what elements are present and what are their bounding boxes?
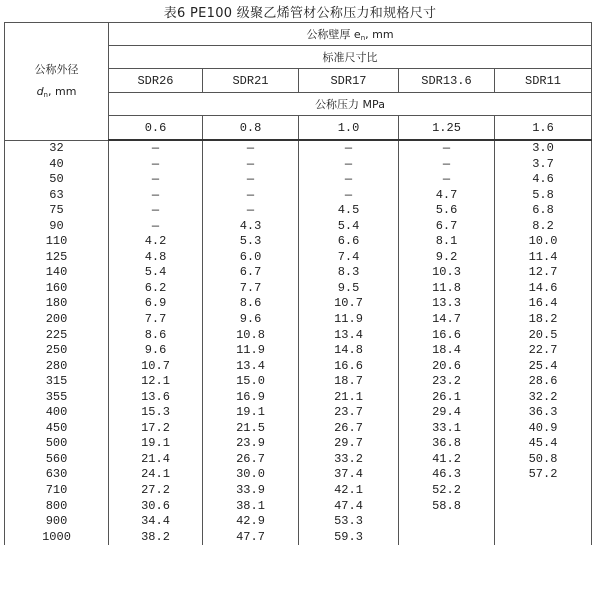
thickness-cell: 57.2 [495,467,592,483]
thickness-cell: 17.2 [109,421,203,437]
thickness-cell: 4.6 [495,172,592,188]
dn-cell: 400 [5,405,109,421]
sdr-col: SDR21 [203,69,299,93]
table-title: 表6 PE100 级聚乙烯管材公称压力和规格尺寸 [163,6,437,21]
dn-cell: 63 [5,188,109,204]
dn-cell: 180 [5,296,109,312]
dn-cell: 50 [5,172,109,188]
table-row [5,483,592,499]
thickness-cell: 10.7 [109,359,203,375]
table-row [5,281,592,297]
thickness-cell: 38.1 [203,499,299,515]
thickness-cell: — [203,172,299,188]
thickness-cell: — [299,157,399,173]
thickness-cell: 11.9 [299,312,399,328]
table-row [5,140,592,157]
header-pressure-group: 公称压力 MPa [109,93,592,116]
thickness-cell: 16.9 [203,390,299,406]
thickness-cell: 9.6 [203,312,299,328]
thickness-cell: 37.4 [299,467,399,483]
thickness-cell: 38.2 [109,530,203,546]
thickness-cell: 10.0 [495,234,592,250]
thickness-cell: — [203,188,299,204]
thickness-cell: 6.8 [495,203,592,219]
thickness-cell: 46.3 [399,467,495,483]
table-row [5,296,592,312]
table-row [5,390,592,406]
thickness-cell: 47.4 [299,499,399,515]
thickness-cell: 16.6 [299,359,399,375]
thickness-cell: 21.1 [299,390,399,406]
thickness-cell: 3.7 [495,157,592,173]
pressure-col: 1.0 [299,116,399,141]
table-row [5,343,592,359]
thickness-cell: 24.1 [109,467,203,483]
thickness-cell: 40.9 [495,421,592,437]
dn-cell: 280 [5,359,109,375]
dn-cell: 140 [5,265,109,281]
thickness-cell: 20.6 [399,359,495,375]
dn-cell: 355 [5,390,109,406]
thickness-cell: 10.8 [203,328,299,344]
table-row [5,265,592,281]
thickness-cell: 6.7 [203,265,299,281]
thickness-cell: 14.7 [399,312,495,328]
thickness-cell: — [399,172,495,188]
thickness-cell: 3.0 [495,140,592,157]
table-row [5,203,592,219]
dn-cell: 450 [5,421,109,437]
thickness-cell: 11.8 [399,281,495,297]
table-row [5,359,592,375]
table-body [5,140,592,545]
thickness-cell: 15.0 [203,374,299,390]
dn-cell: 40 [5,157,109,173]
table-row [5,312,592,328]
dn-cell: 560 [5,452,109,468]
thickness-cell: 9.6 [109,343,203,359]
thickness-cell: 11.9 [203,343,299,359]
thickness-cell: 8.3 [299,265,399,281]
table-row [5,172,592,188]
thickness-cell: 23.2 [399,374,495,390]
thickness-cell: — [109,172,203,188]
table-row [5,421,592,437]
thickness-cell: 26.1 [399,390,495,406]
thickness-cell: — [109,140,203,157]
thickness-cell: 58.8 [399,499,495,515]
thickness-cell: 15.3 [109,405,203,421]
thickness-cell: 36.8 [399,436,495,452]
thickness-cell [495,483,592,499]
thickness-cell: 26.7 [299,421,399,437]
thickness-cell [399,514,495,530]
thickness-cell: 4.7 [399,188,495,204]
thickness-cell: 42.1 [299,483,399,499]
dn-cell: 125 [5,250,109,266]
thickness-cell: 7.7 [203,281,299,297]
thickness-cell: 12.7 [495,265,592,281]
thickness-cell: 13.6 [109,390,203,406]
thickness-cell: 30.6 [109,499,203,515]
thickness-cell: 32.2 [495,390,592,406]
dn-cell: 710 [5,483,109,499]
thickness-cell: 6.9 [109,296,203,312]
thickness-cell: 33.2 [299,452,399,468]
table-header [5,23,592,141]
thickness-cell: 6.6 [299,234,399,250]
thickness-cell: 27.2 [109,483,203,499]
thickness-cell: 42.9 [203,514,299,530]
thickness-cell: 25.4 [495,359,592,375]
pipe-spec-table [4,22,592,545]
dn-cell: 315 [5,374,109,390]
thickness-cell: 47.7 [203,530,299,546]
thickness-cell: 12.1 [109,374,203,390]
thickness-cell: 45.4 [495,436,592,452]
header-nominal-diameter [5,23,109,141]
thickness-cell: 52.2 [399,483,495,499]
table-row [5,374,592,390]
table-row [5,157,592,173]
thickness-cell: 14.8 [299,343,399,359]
dn-cell: 200 [5,312,109,328]
thickness-cell: — [203,140,299,157]
sdr-col: SDR11 [495,69,592,93]
thickness-cell: 30.0 [203,467,299,483]
dn-cell: 630 [5,467,109,483]
thickness-cell: 13.3 [399,296,495,312]
thickness-cell [495,530,592,546]
table-row [5,188,592,204]
thickness-cell: 4.3 [203,219,299,235]
dn-cell: 1000 [5,530,109,546]
thickness-cell: 16.4 [495,296,592,312]
thickness-cell: 21.5 [203,421,299,437]
thickness-cell: — [299,188,399,204]
thickness-cell: 5.3 [203,234,299,250]
thickness-cell: 13.4 [203,359,299,375]
thickness-cell: — [109,203,203,219]
thickness-cell: 18.7 [299,374,399,390]
dn-cell: 800 [5,499,109,515]
table-row [5,467,592,483]
thickness-cell: 36.3 [495,405,592,421]
dn-label: 公称外径 [34,62,79,76]
header-sdr-group: 标准尺寸比 [109,46,592,69]
thickness-cell: 14.6 [495,281,592,297]
thickness-cell: 23.7 [299,405,399,421]
thickness-cell: 4.5 [299,203,399,219]
dn-cell: 90 [5,219,109,235]
thickness-cell: 6.2 [109,281,203,297]
thickness-cell: 28.6 [495,374,592,390]
dn-cell: 900 [5,514,109,530]
thickness-cell: 33.1 [399,421,495,437]
thickness-cell [399,530,495,546]
dn-cell: 500 [5,436,109,452]
thickness-cell: 16.6 [399,328,495,344]
table-row [5,234,592,250]
thickness-cell: 18.4 [399,343,495,359]
thickness-cell [495,514,592,530]
pressure-col: 1.25 [399,116,495,141]
thickness-cell: 34.4 [109,514,203,530]
thickness-cell: 4.2 [109,234,203,250]
thickness-cell: 8.6 [203,296,299,312]
dn-cell: 225 [5,328,109,344]
dn-cell: 250 [5,343,109,359]
pressure-col: 0.6 [109,116,203,141]
thickness-cell: 7.4 [299,250,399,266]
thickness-cell: 6.7 [399,219,495,235]
dn-cell: 160 [5,281,109,297]
thickness-cell: 21.4 [109,452,203,468]
thickness-cell: — [299,172,399,188]
dn-unit-label: $d_n$, mm [36,84,77,99]
thickness-cell: 4.8 [109,250,203,266]
thickness-cell: 29.7 [299,436,399,452]
thickness-cell: 18.2 [495,312,592,328]
table-row [5,219,592,235]
pressure-col: 1.6 [495,116,592,141]
thickness-cell: — [299,140,399,157]
thickness-cell: 5.4 [299,219,399,235]
thickness-cell: 9.2 [399,250,495,266]
thickness-cell: 10.3 [399,265,495,281]
thickness-cell: 22.7 [495,343,592,359]
thickness-cell: 50.8 [495,452,592,468]
dn-cell: 110 [5,234,109,250]
thickness-cell: 53.3 [299,514,399,530]
header-wall-thickness: 公称壁厚 $e_n$, mm [109,23,592,46]
dn-cell: 32 [5,140,109,157]
table-row [5,452,592,468]
thickness-cell: 41.2 [399,452,495,468]
table-row [5,514,592,530]
thickness-cell [495,499,592,515]
thickness-cell: 5.8 [495,188,592,204]
thickness-cell: 19.1 [203,405,299,421]
thickness-cell: 8.6 [109,328,203,344]
thickness-cell: 33.9 [203,483,299,499]
table-row [5,405,592,421]
thickness-cell: 13.4 [299,328,399,344]
thickness-cell: 19.1 [109,436,203,452]
thickness-cell: 29.4 [399,405,495,421]
thickness-cell: — [203,157,299,173]
thickness-cell: — [109,157,203,173]
thickness-cell: — [399,157,495,173]
thickness-cell: 6.0 [203,250,299,266]
thickness-cell: 59.3 [299,530,399,546]
sdr-col: SDR17 [299,69,399,93]
thickness-cell: 5.4 [109,265,203,281]
table-row [5,250,592,266]
table-row [5,530,592,546]
thickness-cell: 7.7 [109,312,203,328]
thickness-cell: 20.5 [495,328,592,344]
thickness-cell: — [109,219,203,235]
pressure-col: 0.8 [203,116,299,141]
thickness-cell: — [109,188,203,204]
table-row [5,499,592,515]
thickness-cell: 9.5 [299,281,399,297]
thickness-cell: 26.7 [203,452,299,468]
table-row [5,328,592,344]
thickness-cell: 5.6 [399,203,495,219]
thickness-cell: 23.9 [203,436,299,452]
thickness-cell: — [399,140,495,157]
sdr-col: SDR13.6 [399,69,495,93]
dn-cell: 75 [5,203,109,219]
sdr-col: SDR26 [109,69,203,93]
thickness-cell: 10.7 [299,296,399,312]
thickness-cell: — [203,203,299,219]
thickness-cell: 8.1 [399,234,495,250]
thickness-cell: 8.2 [495,219,592,235]
thickness-cell: 11.4 [495,250,592,266]
table-row [5,436,592,452]
